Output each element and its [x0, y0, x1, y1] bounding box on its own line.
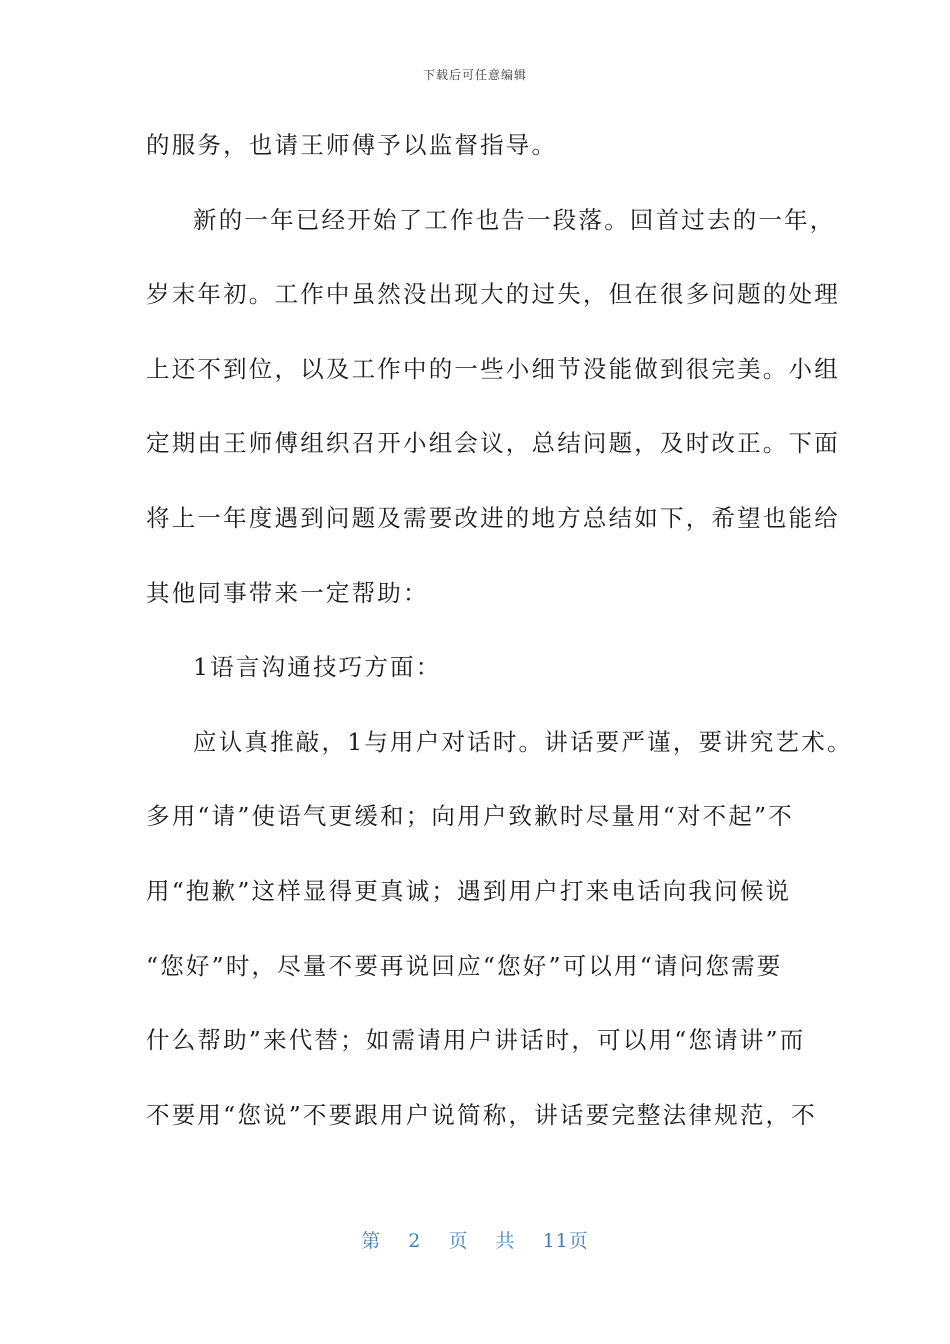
text-line-1: 的服务，也请王师傅予以监督指导。	[146, 131, 558, 159]
page-number-footer	[0, 1226, 950, 1253]
text-line-14: 不要用“您说”不要跟用户说简称，讲话要完整法律规范，不	[146, 1100, 817, 1129]
text-line-3: 岁末年初。工作中虽然没出现大的过失，但在很多问题的处理	[146, 280, 840, 309]
text-line-2: 新的一年已经开始了工作也告一段落。回首过去的一年，	[193, 205, 836, 234]
text-line-5: 定期由王师傅组织召开小组会议，总结问题，及时改正。下面	[146, 429, 840, 458]
text-line-6: 将上一年度遇到问题及需要改进的地方总结如下，希望也能给	[146, 503, 840, 532]
footer-label-gong: 共	[495, 1230, 516, 1252]
section-heading-language: 1语言沟通技巧方面：	[193, 653, 442, 682]
header-note: 下载后可任意编辑	[422, 68, 527, 82]
text-line-11: 用“抱歉”这样显得更真诚；遇到用户打来电话向我问候说	[146, 876, 792, 905]
footer-page-current: 2	[408, 1230, 422, 1252]
footer-label-ye: 页	[448, 1230, 469, 1252]
text-line-7: 其他同事带来一定帮助：	[146, 578, 429, 607]
document-body	[146, 121, 853, 1165]
text-line-10: 多用“请”使语气更缓和；向用户致歉时尽量用“对不起”不	[146, 802, 794, 831]
text-line-9: 应认真推敲，1与用户对话时。讲话要严谨，要讲究艺术。	[193, 727, 853, 756]
footer-page-total: 11页	[542, 1230, 589, 1252]
text-line-12: “您好”时，尽量不要再说回应“您好”可以用“请问您需要	[146, 951, 783, 980]
text-line-13: 什么帮助”来代替；如需请用户讲话时，可以用“您请讲”而	[146, 1026, 806, 1055]
footer-label-di: 第	[361, 1230, 382, 1252]
text-line-4: 上还不到位，以及工作中的一些小细节没能做到很完美。小组	[146, 354, 840, 383]
